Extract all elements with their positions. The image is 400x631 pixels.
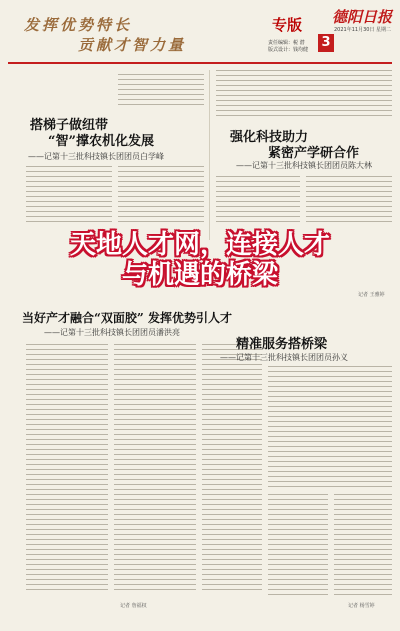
header-rule (8, 62, 392, 64)
banner-line-2: 与机遇的桥梁 (121, 260, 278, 290)
article-4-body-col-1 (268, 366, 392, 490)
watermark-banner (0, 230, 400, 294)
banner-line-1: 天地人才网，连接人才 (69, 230, 330, 260)
article-2-author: 记者 王雅婷 (358, 292, 385, 298)
article-3-title: 当好产才融合“双面胶” 发挥优势引人才 (22, 311, 232, 325)
article-3-subtitle: ——记第十三批科技镇长团团员潘洪亮 (44, 328, 180, 337)
article-2-body-col-2 (306, 176, 392, 228)
article-3-author: 记者 詹福权 (120, 603, 147, 609)
article-4-body-col-2 (268, 494, 328, 598)
section-label: 专版 (272, 16, 303, 34)
editor-info (268, 40, 308, 54)
article-4-author: 记者 杨雪婷 (348, 603, 375, 609)
article-3-body-col-2 (114, 344, 196, 594)
article-1-title-line-2: “智”撑农机化发展 (48, 134, 154, 149)
issue-date: 2021年11月30日 星期二 (334, 27, 392, 33)
article-1-body-col-1 (26, 166, 112, 230)
article-2-body-top (216, 70, 392, 120)
article-2-subtitle: ——记第十三批科技镇长团团员陈大林 (236, 161, 372, 170)
article-3-body-col-1 (26, 344, 108, 594)
article-1-title-line-1: 搭梯子做纽带 (30, 118, 109, 133)
newspaper-logo: 德阳日报 (332, 8, 393, 26)
article-2-body-col-1 (216, 176, 300, 228)
article-4-title: 精准服务搭桥梁 (236, 337, 328, 352)
editor-line: 责任编辑：税 潜 (268, 40, 305, 46)
page-header (0, 0, 400, 64)
slogan-line-1: 发挥优势特长 (24, 16, 133, 34)
slogan-line-2: 贡献才智力量 (78, 36, 187, 54)
article-1-body-top (118, 74, 204, 108)
article-4-subtitle: ——记第十三批科技镇长团团员孙义 (220, 353, 348, 362)
article-2-title-line-2: 紧密产学研合作 (268, 146, 360, 161)
article-1-body-col-2 (118, 166, 204, 230)
article-2-title-line-1: 强化科技助力 (230, 130, 309, 145)
designer-line: 版式设计：钱均健 (268, 47, 309, 53)
article-1-subtitle: ——记第十三批科技镇长团团员白学峰 (28, 152, 164, 161)
page-number-badge: 3 (318, 34, 334, 52)
article-3-body-col-3 (202, 344, 262, 594)
article-4-body-col-3 (334, 494, 392, 598)
column-divider (209, 70, 210, 240)
